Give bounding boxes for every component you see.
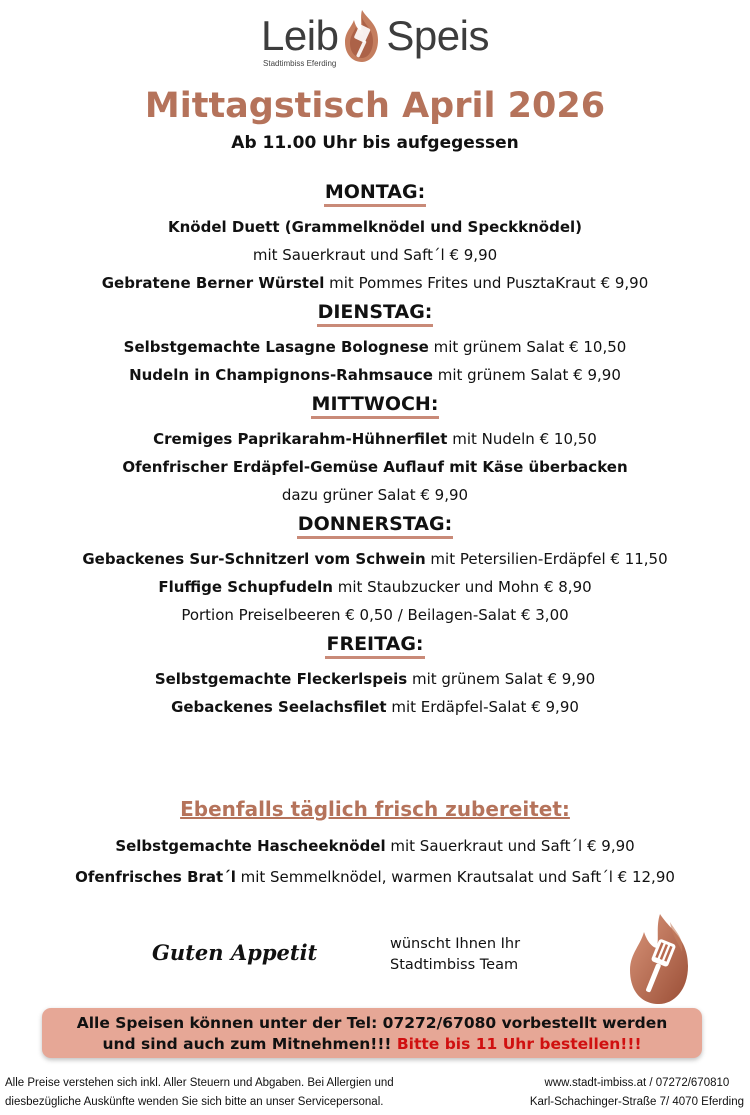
dish-detail: dazu grüner Salat € 9,90 — [281, 486, 469, 504]
footer-contact — [530, 1074, 744, 1112]
menu-line — [0, 862, 750, 893]
logo-word-left: Leib — [261, 12, 339, 59]
footer-address: Karl-Schachinger-Straße 7/ 4070 Eferding — [529, 1096, 744, 1108]
logo-tagline: Stadtimbiss Eferding — [263, 59, 337, 68]
menu-line — [0, 545, 750, 573]
dish-name: Cremiges Paprikarahm-Hühnerfilet — [153, 430, 448, 448]
banner-order-deadline: Bitte bis 11 Uhr bestellen!!! — [396, 1035, 642, 1053]
day-title: MITTWOCH: — [311, 392, 440, 419]
menu-line — [0, 601, 750, 629]
menu-line — [0, 269, 750, 297]
dish-name: Nudeln in Champignons-Rahmsauce — [129, 366, 433, 384]
day-title: DONNERSTAG: — [297, 512, 453, 539]
menu-line — [0, 665, 750, 693]
day-friday — [0, 632, 750, 721]
greeting-text — [390, 934, 520, 976]
dish-detail: mit Pommes Frites und PusztaKraut € 9,90 — [324, 274, 649, 292]
dish-name: Gebackenes Seelachsfilet — [171, 698, 387, 716]
day-title: MONTAG: — [324, 180, 426, 207]
banner-takeaway-text: und sind auch zum Mitnehmen!!! — [102, 1035, 397, 1053]
flame-spatula-icon — [340, 8, 384, 64]
menu-line — [0, 481, 750, 509]
dish-name: Gebratene Berner Würstel — [101, 274, 325, 292]
dish-name: Selbstgemachte Lasagne Bolognese — [123, 338, 429, 356]
day-title: FREITAG: — [325, 632, 424, 659]
footer-legal — [5, 1074, 394, 1112]
menu-line — [0, 333, 750, 361]
menu-line — [0, 241, 750, 269]
banner-line-2 — [42, 1034, 702, 1055]
order-banner — [42, 1008, 702, 1058]
daily-menu — [0, 831, 750, 893]
page-title: Mittagstisch April 2026 — [144, 86, 606, 126]
dish-name: Gebackenes Sur-Schnitzerl vom Schwein — [82, 550, 426, 568]
dish-detail: mit Erdäpfel-Salat € 9,90 — [386, 698, 579, 716]
footer-website-phone[interactable]: www.stadt-imbiss.at / 07272/670810 — [544, 1077, 730, 1089]
dish-detail: mit Nudeln € 10,50 — [447, 430, 597, 448]
dish-name: Selbstgemachte Hascheeknödel — [115, 837, 386, 855]
dish-detail: mit grünem Salat € 9,90 — [407, 670, 596, 688]
dish-name: Selbstgemachte Fleckerlspeis — [154, 670, 408, 688]
dish-name: Knödel Duett (Grammelknödel und Speckknödel) — [167, 218, 582, 236]
day-monday — [0, 180, 750, 297]
dish-detail: mit Sauerkraut und Saft´l € 9,90 — [385, 837, 635, 855]
menu-line — [0, 361, 750, 389]
dish-detail: mit Sauerkraut und Saft´l € 9,90 — [252, 246, 498, 264]
greeting-line-1: wünscht Ihnen Ihr — [390, 936, 521, 952]
logo — [0, 8, 750, 70]
menu-line — [0, 425, 750, 453]
dish-detail: mit Staubzucker und Mohn € 8,90 — [332, 578, 592, 596]
logo-word-right: Speis — [386, 12, 489, 59]
weekly-menu — [0, 180, 750, 721]
guten-appetit-text: Guten Appetit — [152, 940, 318, 965]
dish-detail: mit grünem Salat € 9,90 — [432, 366, 621, 384]
daily-section-title: Ebenfalls täglich frisch zubereitet: — [180, 797, 570, 821]
dish-name: Ofenfrischer Erdäpfel-Gemüse Auflauf mit Käse überbacken — [122, 458, 628, 476]
footer-legal-line-2: diesbezügliche Auskünfte wenden Sie sich bitte an unser Servicepersonal. — [5, 1096, 384, 1108]
menu-line — [0, 693, 750, 721]
menu-line — [0, 831, 750, 862]
dish-detail: mit Semmelknödel, warmen Krautsalat und Saft´l € 12,90 — [235, 868, 675, 886]
dish-detail: mit Petersilien-Erdäpfel € 11,50 — [425, 550, 668, 568]
page-subtitle: Ab 11.00 Uhr bis aufgegessen — [231, 133, 519, 153]
day-thursday — [0, 512, 750, 629]
dish-name: Fluffige Schupfudeln — [158, 578, 333, 596]
banner-line-1: Alle Speisen können unter der Tel: 07272/67080 vorbestellt werden — [76, 1014, 668, 1032]
day-title: DIENSTAG: — [317, 300, 434, 327]
day-wednesday — [0, 392, 750, 509]
menu-line — [0, 213, 750, 241]
day-tuesday — [0, 300, 750, 389]
footer-legal-line-1: Alle Preise verstehen sich inkl. Aller Steuern und Abgaben. Bei Allergien und — [5, 1077, 394, 1089]
menu-line — [0, 573, 750, 601]
dish-detail: Portion Preiselbeeren € 0,50 / Beilagen-Salat € 3,00 — [181, 606, 569, 624]
flame-spatula-icon — [622, 912, 696, 1006]
dish-detail: mit grünem Salat € 10,50 — [428, 338, 627, 356]
dish-name: Ofenfrisches Brat´l — [75, 868, 236, 886]
menu-line — [0, 453, 750, 481]
greeting-line-2: Stadtimbiss Team — [390, 957, 519, 973]
